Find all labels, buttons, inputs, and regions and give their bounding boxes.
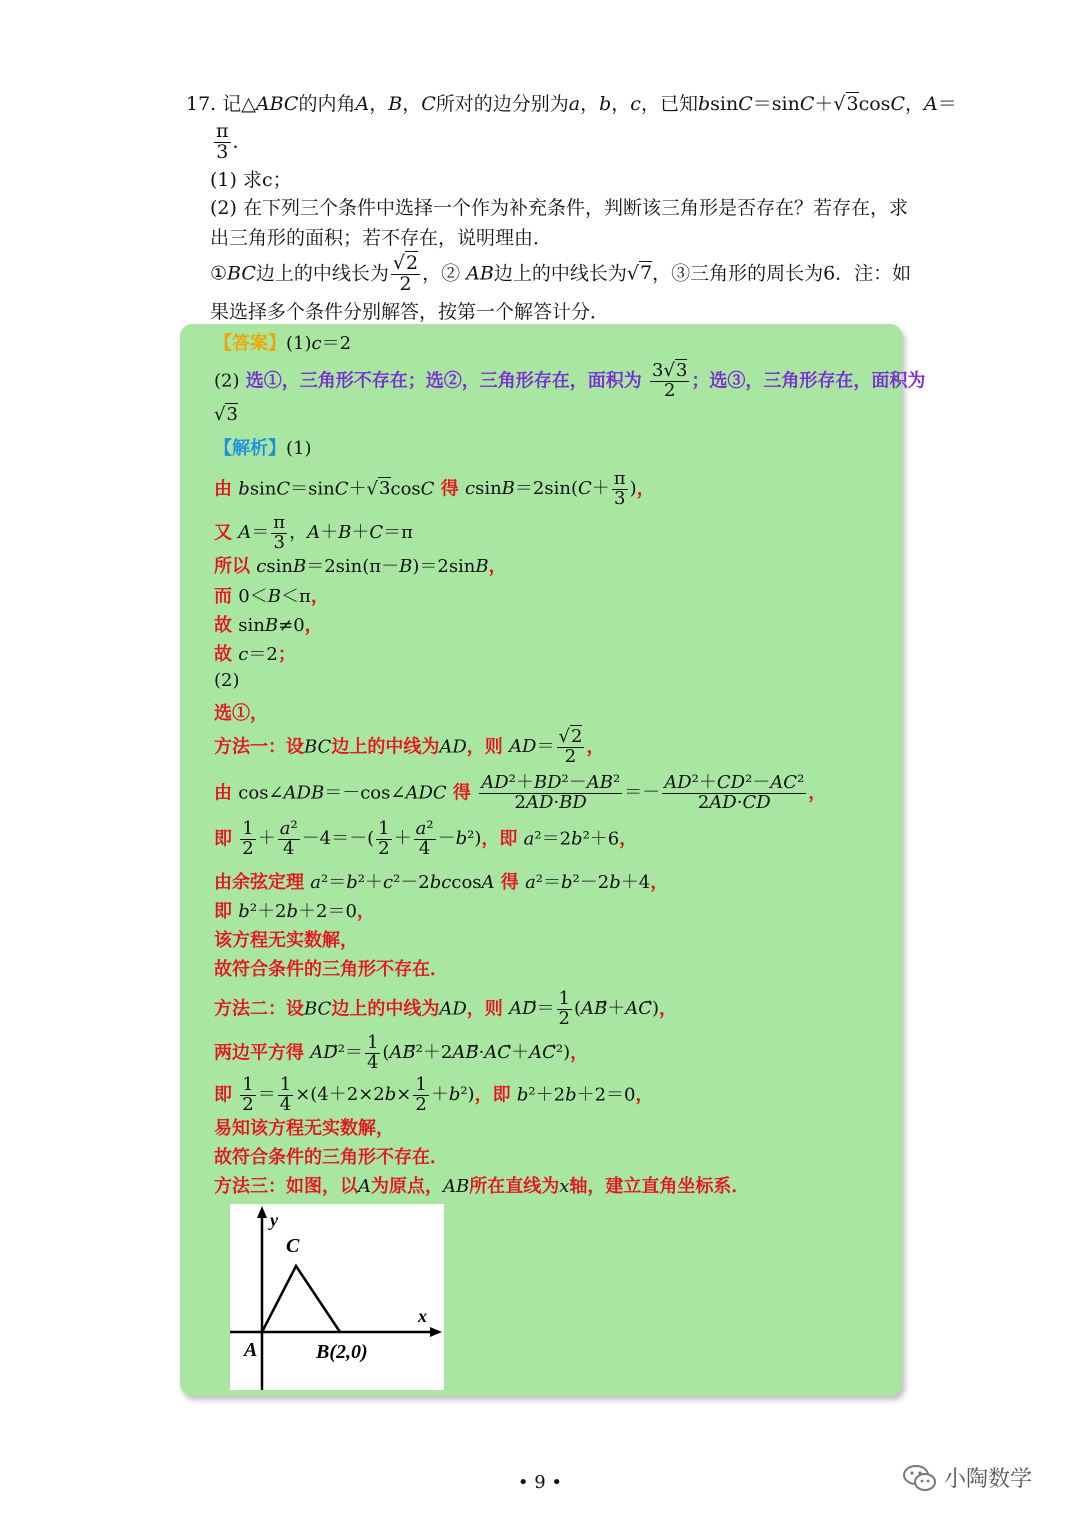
- explanation-line-3: 所以 csinB＝2sin(π－B)＝2sinB，: [214, 556, 507, 577]
- explanation-line-20: 故符合条件的三角形不存在．: [214, 1147, 448, 1168]
- explanation-line-4: 而 0＜B＜π，: [214, 586, 329, 607]
- question-part2-line2: 出三角形的面积；若不存在，说明理由．: [210, 227, 553, 249]
- explanation-line-5: 故 sinB≠0，: [214, 615, 323, 636]
- explanation-line-18: 即 $\frac{1}{2}$ ＝ $\frac{1}{4}$ ×(4＋2×2b× $\frac{1}{2}$ ＋b²)，即 b²＋2b＋2＝0，: [214, 1074, 654, 1115]
- explanation-line-14: 该方程无实数解，: [214, 930, 358, 951]
- x-axis-label: x: [418, 1306, 427, 1326]
- answer-tag: 【答案】: [214, 333, 286, 354]
- question-note: 果选择多个条件分别解答，按第一个解答计分．: [210, 301, 610, 323]
- point-c-label: C: [286, 1235, 300, 1257]
- x-axis-arrow: [430, 1327, 442, 1337]
- triangle-sides: [262, 1266, 340, 1332]
- explanation-line-10: 由 cos∠ADB＝－cos∠ADC 得 $\frac{\text{AD²＋BD²－AB²}}{2AD\cdot BD}$ ＝－ $\frac{\text{AD²＋CD²－AC²}}{2AD\cdot CD}$ ，: [214, 772, 827, 813]
- y-axis-arrow: [257, 1206, 267, 1218]
- explanation-line-13: 即 b²＋2b＋2＝0，: [214, 901, 375, 922]
- explanation-line-21: 方法三：如图，以A为原点，AB所在直线为x轴，建立直角坐标系．: [214, 1176, 750, 1197]
- point-b-label: B(2,0): [316, 1341, 368, 1363]
- question-part2-line1: (2) 在下列三个条件中选择一个作为补充条件，判断该三角形是否存在？若存在，求: [210, 197, 908, 219]
- explanation-tag: 【解析】: [214, 438, 286, 459]
- explanation-line-8: 选①，: [214, 703, 268, 724]
- wechat-icon: [902, 1463, 938, 1493]
- explanation-line-11: 即 $\frac{1}{2}$ ＋ $\frac{\text{a²}}{4}$ －4＝－( $\frac{1}{2}$ ＋ $\frac{\text{a²}}{4}$ －b²)，即 a²＝2b²＋6，: [214, 818, 638, 859]
- question-intro: 17. 记△ABC的内角A，B，C所对的边分别为a，b，c，已知bsinC＝sinC＋√3cosC，A＝: [186, 93, 957, 115]
- y-axis-label: y: [270, 1210, 278, 1230]
- explanation-line-7: (2): [214, 670, 240, 691]
- point-a-label: A: [244, 1339, 258, 1361]
- question-conditions: ①BC边上的中线长为 $\frac{√2}{2}$ ，② AB边上的中线长为√7，③三角形的周长为6．注：如: [210, 252, 912, 295]
- explanation-line-1: 由 bsinC＝sinC＋√3cosC 得 csinB＝2sin(C＋ $\frac{\pi}{3}$ )，: [214, 468, 655, 509]
- explanation-header: 【解析】(1): [214, 438, 312, 459]
- coordinate-figure: [230, 1204, 444, 1390]
- solution-panel: [180, 324, 926, 1396]
- answer-line2: (2) 选①，三角形不存在；选②，三角形存在，面积为 $\frac{3√3}{2}$ ；选③，三角形存在，面积为: [214, 360, 926, 401]
- explanation-line-12: 由余弦定理 a²＝b²＋c²－2bccosA 得 a²＝b²－2b＋4，: [214, 872, 669, 893]
- page-number: • 9 •: [517, 1472, 563, 1493]
- question-intro-fraction: $\frac{\pi}{3}$ ．: [216, 120, 252, 163]
- answer-line1: 【答案】(1)c＝2: [214, 333, 352, 354]
- explanation-line-15: 故符合条件的三角形不存在．: [214, 959, 448, 980]
- answer-line3: √3: [214, 404, 238, 425]
- question-number: 17.: [186, 93, 217, 115]
- question-part1: (1) 求c；: [210, 169, 292, 191]
- explanation-line-9: 方法一：设BC边上的中线为AD，则 AD＝ $\frac{√2}{2}$ ，: [214, 726, 605, 767]
- explanation-line-6: 故 c＝2；: [214, 644, 296, 665]
- explanation-line-16: 方法二：设BC边上的中线为AD，则 AD⃗＝ $\frac{1}{2}$ (AB⃗＋AC⃗)，: [214, 988, 678, 1029]
- explanation-line-17: 两边平方得 AD⃗²＝ $\frac{1}{4}$ (AB⃗²＋2AB⃗·AC⃗＋AC⃗²)，: [214, 1032, 589, 1073]
- coordinate-diagram: [230, 1204, 444, 1390]
- explanation-line-2: 又 A＝ $\frac{\pi}{3}$ ，A＋B＋C＝π: [214, 512, 413, 553]
- watermark: [902, 1462, 1032, 1493]
- explanation-line-19: 易知该方程无实数解，: [214, 1118, 394, 1139]
- watermark-text: 小陶数学: [944, 1467, 1033, 1492]
